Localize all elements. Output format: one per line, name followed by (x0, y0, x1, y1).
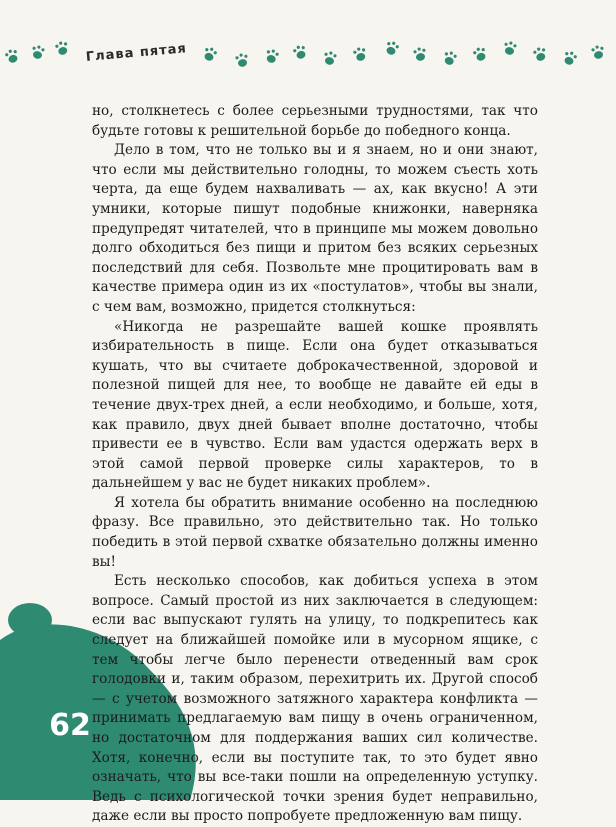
paw-print-icon (323, 50, 337, 65)
page-number: 62 (49, 708, 91, 743)
paw-print-icon (384, 40, 400, 57)
paw-print-icon (264, 48, 279, 64)
paw-print-icon (292, 44, 308, 61)
body-text (92, 102, 538, 827)
paw-print-decoration-row (0, 0, 616, 90)
paragraph: Есть несколько способов, как добиться успеха в этом вопросе. Самый простой из них заключается в следующем: если вас выпускают гулять на улицу, то подкрепитесь как следует на ближайшей помойке или в мусорном ящике, с тем чтобы легче было перенести отведенный вам срок голодовки и, таким образом, перехитрить их. Другой способ — с учетом возможного затяжного характера конфликта — принимать предлагаемую вам пищу в очень ограниченном, но достаточном для поддержания ваших сил количестве. Хотя, конечно, если вы поступите так, то это будет явно означать, что вы все-таки пошли на определенную уступку. Ведь с психологической точки зрения будет неправильно, даже если вы просто попробуете предложенную вам пищу. (92, 573, 538, 825)
paragraph: Дело в том, что не только вы и я знаем, но и они знают, что если мы действительно голодны, то можем съесть хоть черта, да еще будем нахваливать — ах, как вкусно! А эти умники, которые пишут подобные книжонки, наверняка предупредят читателей, что в принципе мы можем довольно долго обходиться без пищи и притом без всяких серьезных последствий для себя. Позвольте мне процитировать вам в качестве примера один из их «постулатов», чтобы вы знали, с чем вам, возможно, придется столкнуться: (92, 142, 538, 315)
paragraph: но, столкнетесь с более серьезными трудностями, так что будьте готовы к решительной борьбе до победного конца. (92, 103, 538, 139)
paw-print-icon (352, 46, 367, 62)
paw-print-icon (532, 46, 547, 62)
chapter-title: Глава пятая (85, 41, 188, 65)
paw-print-icon (442, 50, 457, 66)
paw-print-icon (54, 40, 69, 56)
paw-print-icon (4, 48, 20, 65)
paw-print-icon (235, 52, 249, 67)
paw-print-icon (413, 46, 427, 61)
paw-print-icon (562, 50, 578, 67)
paw-print-icon (591, 44, 605, 59)
paw-print-icon (503, 40, 517, 55)
paw-print-icon (472, 46, 488, 63)
paw-print-icon (202, 46, 218, 63)
paw-print-icon (31, 44, 45, 59)
paragraph: Я хотела бы обратить внимание особенно на последнюю фразу. Все правильно, это действительно так. Но только победить в этой первой схватке обязательно должны именно вы! (92, 494, 538, 570)
paragraph: «Никогда не разрешайте вашей кошке проявлять избирательность в пище. Если она будет отказываться кушать, что вы считаете доброкачественной, здоровой и полезной пищей для нее, то вообще не давайте ей еды в течение двух-трех дней, а если необходимо, и больше, хотя, как правило, двух дней бывает вполне достаточно, чтобы привести ее в чувство. Если вам удастся одержать верх в этой самой первой проверке силы характеров, то в дальнейшем у вас не будет никаких проблем». (92, 318, 538, 492)
